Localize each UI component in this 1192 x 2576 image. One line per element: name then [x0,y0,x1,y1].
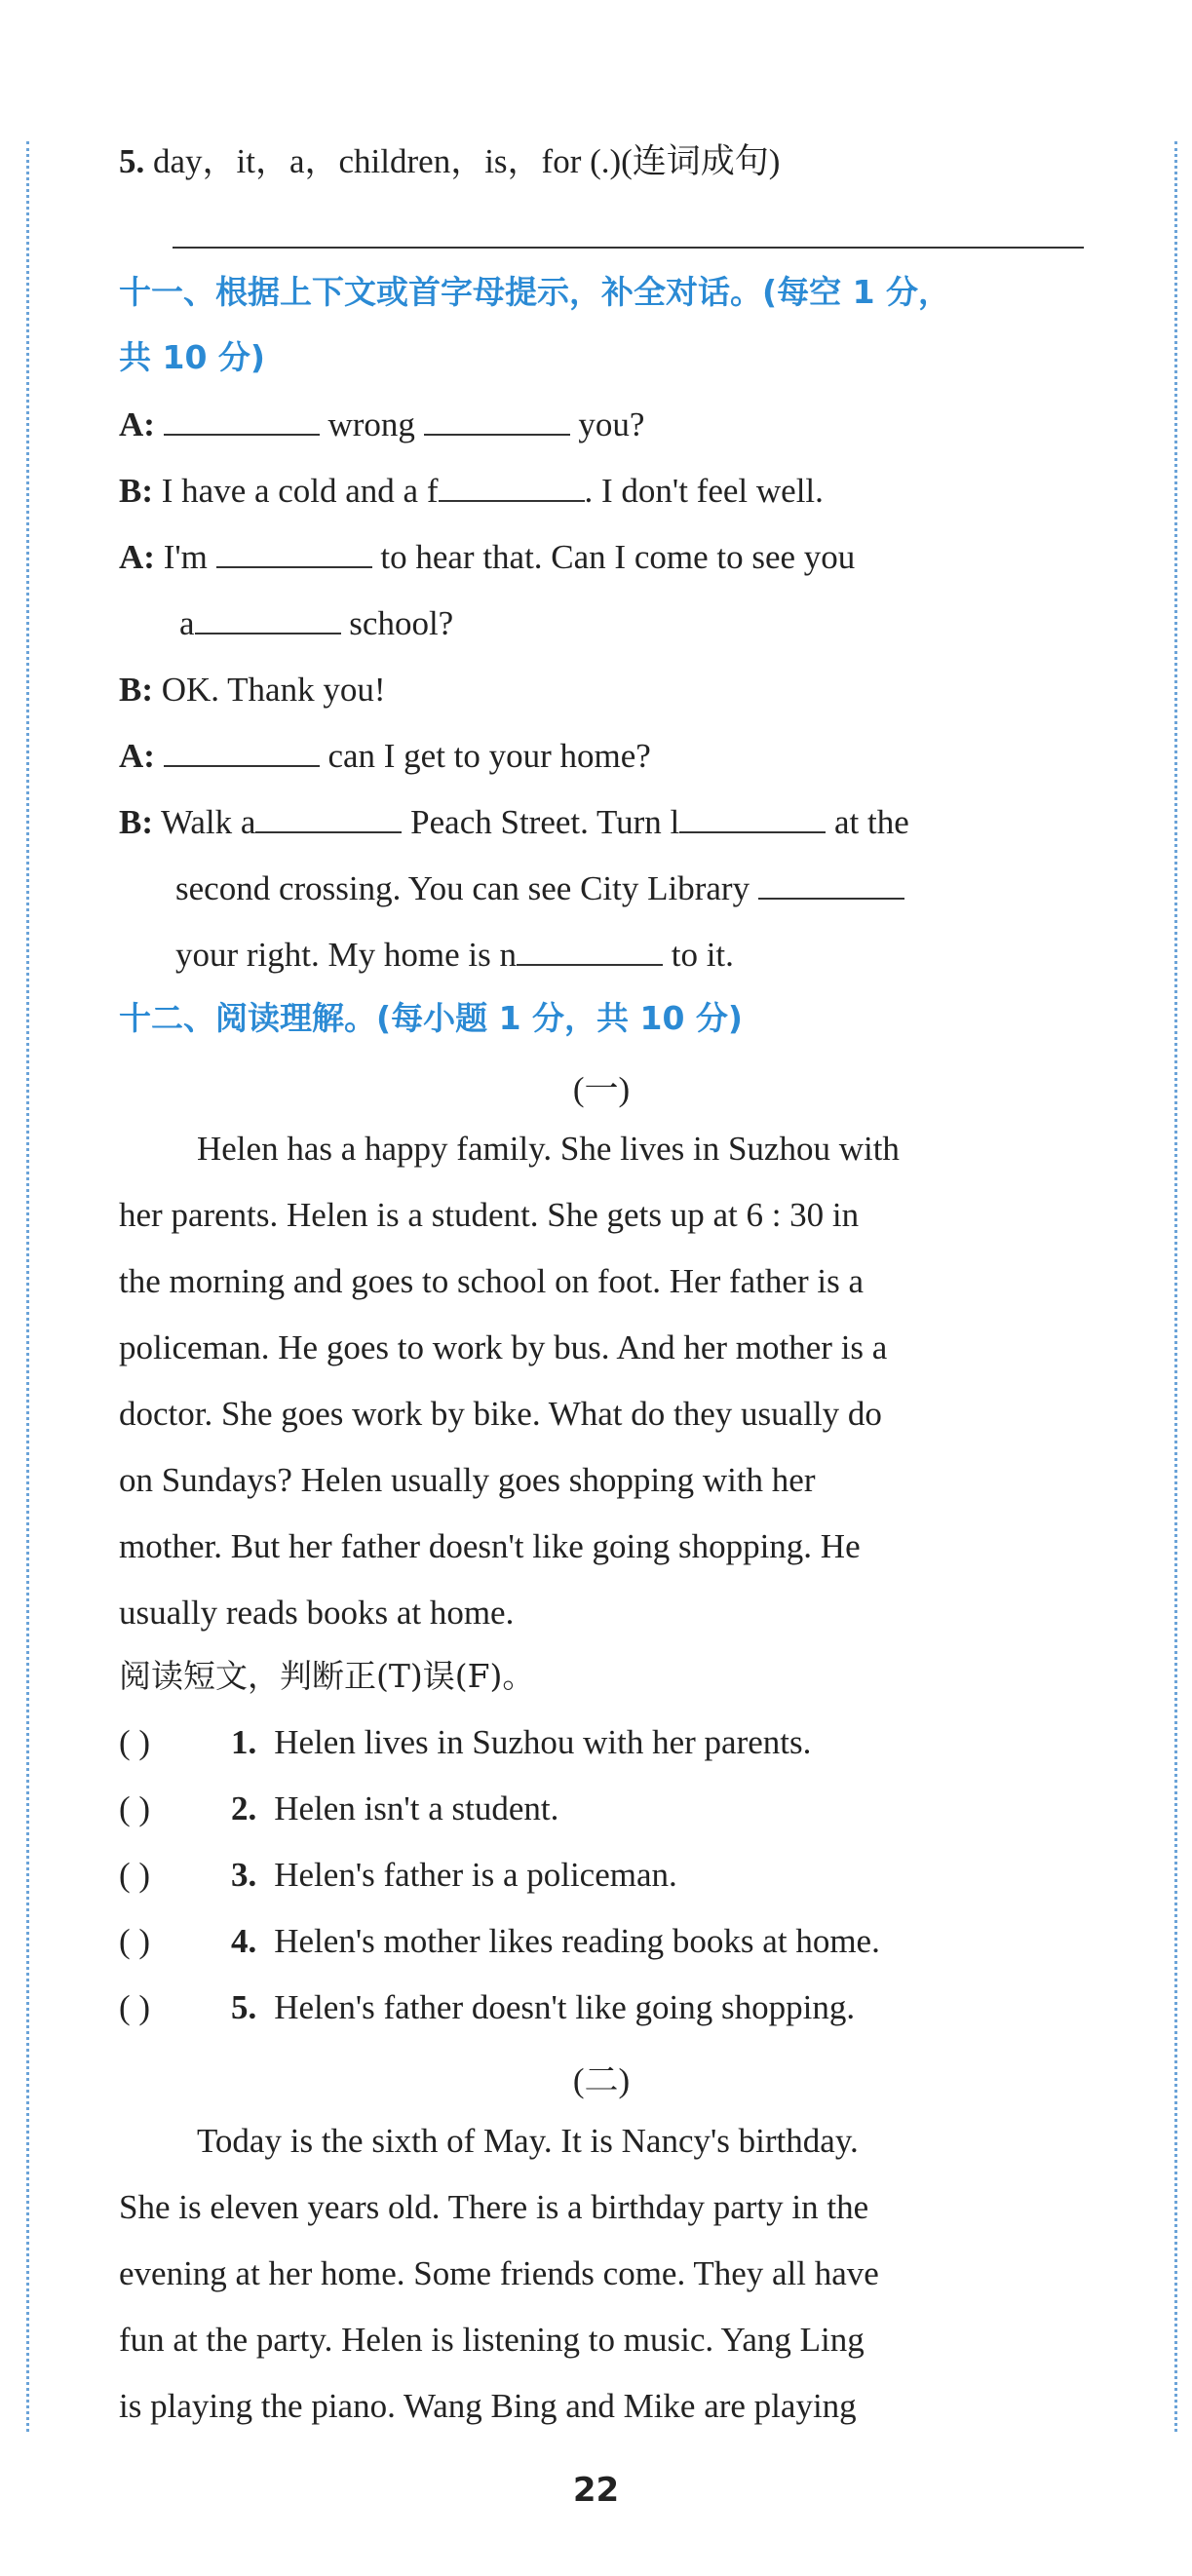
dialogue-text: to it. [662,936,734,974]
passage-2-line: is playing the piano. Wang Bing and Mike are playing [119,2387,857,2425]
passage-1-line: usually reads books at home. [119,1594,515,1632]
dialogue-text: . I don't feel well. [584,472,824,510]
question-number: 2. [231,1789,257,1827]
dialogue-text: a [179,604,195,642]
question-text: Helen lives in Suzhou with her parents. [274,1723,812,1761]
question-number: 3. [231,1856,257,1894]
answer-parentheses[interactable]: ( ) [119,1922,151,1960]
dialogue-text: school? [340,604,454,642]
passage-1-line: the morning and goes to school on foot. Her father is a [119,1262,864,1300]
tf-question-3 [119,1856,677,1895]
passage-1-line: her parents. Helen is a student. She gets up at 6 : 30 in [119,1196,860,1234]
passage-2-line: She is eleven years old. There is a birthday party in the [119,2188,869,2226]
passage-2 [119,2108,1084,2440]
answer-parentheses[interactable]: ( ) [119,1723,151,1761]
dialogue-line-5 [119,670,386,711]
dialogue-text: can I get to your home? [319,737,651,775]
dialogue-text: your right. My home is n [175,936,517,974]
blank-4[interactable] [216,537,372,568]
passage-1-line: mother. But her father doesn't like going shopping. He [119,1527,861,1565]
dialogue-line-8 [175,868,904,909]
dialogue-text: I'm [163,538,216,576]
blank-9[interactable] [758,868,904,900]
dialogue-line-3 [119,537,855,578]
passage-2-title: (二) [572,2061,631,2099]
dialogue-line-2 [119,471,824,512]
question-text: Helen's father is a policeman. [274,1856,677,1894]
question-5 [119,141,780,182]
reading-instruction: 阅读短文，判断正(T)误(F)。 [119,1657,535,1695]
question-number: 4. [231,1922,257,1960]
question-text: Helen's father doesn't like going shopping. [274,1988,856,2026]
blank-5[interactable] [195,603,341,634]
blank-7[interactable] [255,802,402,833]
section-11-heading-line1: 十一、根据上下文或首字母提示，补全对话。(每空 1 分， [119,273,951,311]
tf-question-4 [119,1922,880,1961]
speaker-label: B: [119,671,153,709]
dialogue-text: wrong [319,405,424,443]
dialogue-text: to hear that. Can I come to see you [371,538,856,576]
blank-10[interactable] [517,935,663,966]
speaker-label: B: [119,803,153,841]
speaker-label: A: [119,405,155,443]
dialogue-text: at the [826,803,909,841]
dialogue-text: Walk a [161,803,256,841]
tf-question-1 [119,1723,811,1762]
question-5-number: 5. [119,142,145,180]
blank-1[interactable] [164,404,320,436]
dialogue-text: second crossing. You can see City Library [175,869,758,907]
question-number: 1. [231,1723,257,1761]
passage-1-line: Helen has a happy family. She lives in Suzhou with [197,1130,900,1168]
dialogue-text: Peach Street. Turn l [402,803,680,841]
question-number: 5. [231,1988,257,2026]
dialogue-text: you? [569,405,645,443]
blank-3[interactable] [439,471,585,502]
question-text: Helen's mother likes reading books at home. [274,1922,880,1960]
tf-question-2 [119,1789,558,1828]
dialogue-line-1 [119,404,644,445]
blank-8[interactable] [679,802,826,833]
passage-1 [119,1116,1084,1646]
dialogue-line-7 [119,802,909,843]
section-12-heading: 十二、阅读理解。(每小题 1 分，共 10 分) [119,999,744,1037]
right-dotted-margin [1174,141,1177,2432]
speaker-label: B: [119,472,153,510]
dialogue-line-4 [179,603,453,644]
dialogue-line-9 [175,935,734,976]
dialogue-line-6 [119,736,651,777]
dialogue-text: OK. Thank you! [161,671,386,709]
dialogue-text: I have a cold and a f [161,472,439,510]
question-text: Helen isn't a student. [274,1789,559,1827]
question-5-text: day，it，a，children，is，for (.)(连词成句) [153,142,781,180]
passage-1-title: (一) [572,1070,631,1108]
passage-2-line: evening at her home. Some friends come. They all have [119,2254,879,2292]
answer-parentheses[interactable]: ( ) [119,1856,151,1894]
passage-1-line: doctor. She goes work by bike. What do they usually do [119,1395,882,1433]
speaker-label: A: [119,737,155,775]
passage-1-line: on Sundays? Helen usually goes shopping with her [119,1461,816,1499]
answer-parentheses[interactable]: ( ) [119,1789,151,1827]
section-11-heading-line2: 共 10 分) [119,338,265,376]
blank-2[interactable] [424,404,570,436]
question-5-answer-line[interactable] [173,247,1084,249]
blank-6[interactable] [164,736,320,767]
speaker-label: A: [119,538,155,576]
page-number: 22 [572,2471,620,2510]
passage-1-line: policeman. He goes to work by bus. And her mother is a [119,1328,888,1366]
passage-2-line: fun at the party. Helen is listening to music. Yang Ling [119,2321,865,2359]
answer-parentheses[interactable]: ( ) [119,1988,151,2026]
left-dotted-margin [26,141,29,2432]
tf-question-5 [119,1988,855,2027]
passage-2-line: Today is the sixth of May. It is Nancy's birthday. [197,2122,859,2160]
